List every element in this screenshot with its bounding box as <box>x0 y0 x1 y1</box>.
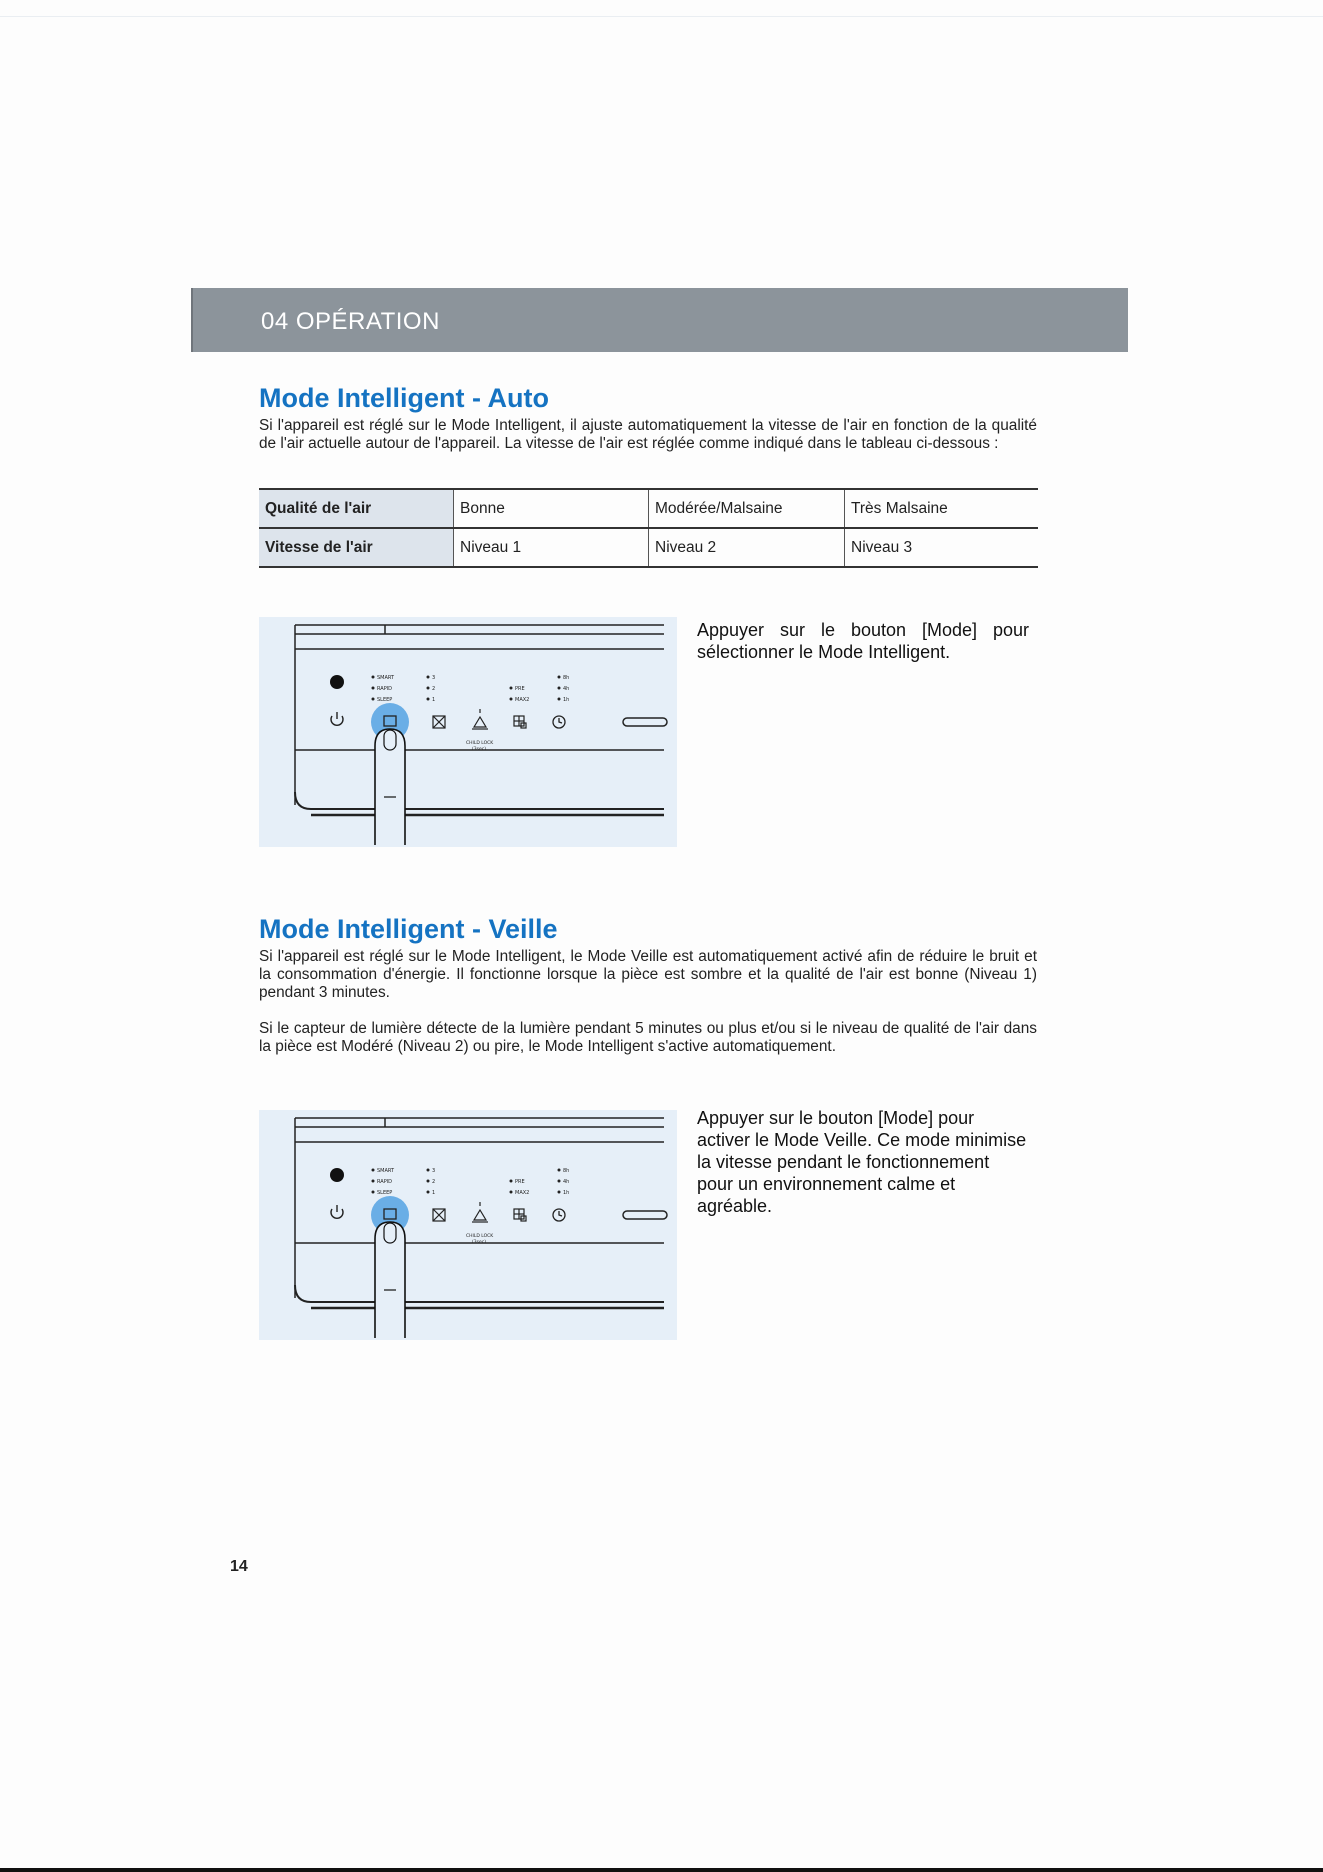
sleep-mode-title: Mode Intelligent - Veille <box>259 914 558 944</box>
table-row-header: Qualité de l'air <box>259 489 454 528</box>
label-max2: MAX2 <box>515 697 530 703</box>
timer-icon <box>553 1209 565 1221</box>
power-icon <box>331 712 343 725</box>
label-child-lock: CHILD LOCK <box>466 1234 494 1239</box>
label-sleep: SLEEP <box>377 1190 393 1196</box>
sleep-mode-paragraph-2: Si le capteur de lumière détecte de la lumière pendant 5 minutes ou plus et/ou si le niveau de qualité de l'air dans la pièce est Modéré (Niveau 2) ou pire, le Mode Intelligent s'active automatiquement. <box>259 1020 1037 1055</box>
power-led <box>330 675 344 689</box>
label-rapid: RAPID <box>377 686 393 692</box>
section-header <box>191 288 1128 352</box>
sleep-mode-paragraph-1: Si l'appareil est réglé sur le Mode Intelligent, le Mode Veille est automatiquement activé afin de réduire le bruit et la consommation d'énergie. Il fonctionne lorsque la pièce est sombre et la qualité de l'air est bonne (Niveau 1) pendant 3 minutes. <box>259 948 1037 1001</box>
auto-mode-title: Mode Intelligent - Auto <box>259 383 549 413</box>
label-sleep: SLEEP <box>377 697 393 703</box>
finger-illustration <box>375 1222 405 1338</box>
filter-icon <box>514 1209 526 1221</box>
label-speed-1: 1 <box>432 1190 436 1196</box>
label-rapid: RAPID <box>377 1179 393 1185</box>
label-speed-3: 3 <box>432 1168 436 1174</box>
auto-mode-paragraph: Si l'appareil est réglé sur le Mode Intelligent, il ajuste automatiquement la vitesse de l'air en fonction de la qualité de l'air actuelle autour de l'appareil. La vitesse de l'air est réglée comme indiqué dans le tableau ci-dessous : <box>259 417 1037 452</box>
label-max2: MAX2 <box>515 1190 530 1196</box>
section-header-title: 04 OPÉRATION <box>261 308 440 335</box>
auto-mode-instruction: Appuyer sur le bouton [Mode] pour sélectionner le Mode Intelligent. <box>697 620 1029 662</box>
label-smart: SMART <box>377 675 395 681</box>
power-icon <box>331 1205 343 1218</box>
label-timer-4h: 4h <box>563 1179 570 1185</box>
page-number: 14 <box>230 1558 248 1575</box>
filter-icon <box>514 716 526 728</box>
label-timer-8h: 8h <box>563 1168 570 1174</box>
label-pre: PRE <box>515 1179 525 1185</box>
control-panel-drawing <box>259 1110 677 1340</box>
light-icon <box>472 709 488 729</box>
label-timer-1h: 1h <box>563 1190 570 1196</box>
label-timer-1h: 1h <box>563 697 570 703</box>
light-icon <box>472 1202 488 1222</box>
table-cell: Très Malsaine <box>845 489 1039 528</box>
table-cell: Niveau 1 <box>454 528 649 567</box>
label-child-lock-sub: (3sec) <box>472 1240 486 1245</box>
table-row <box>259 489 1038 528</box>
control-panel-drawing <box>259 617 677 847</box>
control-panel-illustration <box>259 1110 677 1340</box>
control-panel-illustration <box>259 617 677 847</box>
table-cell: Modérée/Malsaine <box>649 489 845 528</box>
label-child-lock: CHILD LOCK <box>466 741 494 746</box>
label-speed-1: 1 <box>432 697 436 703</box>
table-cell: Niveau 2 <box>649 528 845 567</box>
finger-illustration <box>375 729 405 845</box>
label-timer-4h: 4h <box>563 686 570 692</box>
label-timer-8h: 8h <box>563 675 570 681</box>
fan-icon <box>433 716 445 728</box>
air-speed-table <box>259 488 1038 568</box>
table-row-header: Vitesse de l'air <box>259 528 454 567</box>
label-speed-2: 2 <box>432 1179 436 1185</box>
fan-icon <box>433 1209 445 1221</box>
label-speed-2: 2 <box>432 686 436 692</box>
label-smart: SMART <box>377 1168 395 1174</box>
timer-icon <box>553 716 565 728</box>
label-pre: PRE <box>515 686 525 692</box>
table-cell: Niveau 3 <box>845 528 1039 567</box>
table-row <box>259 528 1038 567</box>
page-bottom-edge <box>0 1868 1323 1872</box>
sleep-mode-instruction: Appuyer sur le bouton [Mode] pour activer le Mode Veille. Ce mode minimise la vitesse pendant le fonctionnement pour un environnement calme et agréable. <box>697 1108 1027 1216</box>
label-speed-3: 3 <box>432 675 436 681</box>
table-cell: Bonne <box>454 489 649 528</box>
power-led <box>330 1168 344 1182</box>
page-top-edge <box>0 16 1323 17</box>
label-child-lock-sub: (3sec) <box>472 747 486 752</box>
